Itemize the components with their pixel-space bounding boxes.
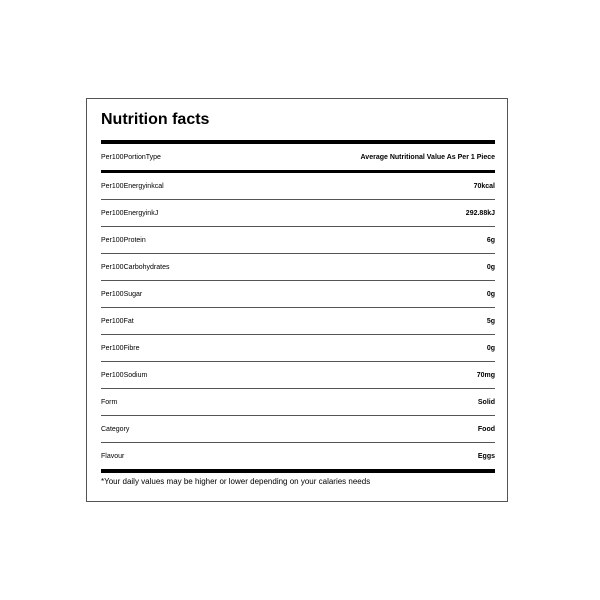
table-row <box>101 443 495 470</box>
row-label: Flavour <box>101 453 125 460</box>
row-label: Category <box>101 425 130 433</box>
table-row <box>101 173 495 200</box>
row-value: 5g <box>486 317 495 325</box>
row-label: Per100Energyinkcal <box>101 182 164 190</box>
row-label: Per100Protein <box>101 236 146 244</box>
row-label: Per100Fat <box>101 317 134 325</box>
table-row <box>101 335 495 362</box>
table-header-row <box>101 144 495 173</box>
table-row <box>101 308 495 335</box>
row-label: Per100Carbohydrates <box>101 263 170 271</box>
row-value: Food <box>477 425 495 433</box>
table-row <box>101 200 495 227</box>
table-row <box>101 281 495 308</box>
row-value: Eggs <box>477 453 495 460</box>
row-label: Per100Fibre <box>101 344 140 352</box>
nutrition-facts-panel <box>86 98 508 502</box>
row-value: 6g <box>486 236 495 244</box>
row-value: Solid <box>477 398 495 406</box>
row-value: 70mg <box>476 371 495 379</box>
row-value: 0g <box>486 344 495 352</box>
footnote: *Your daily values may be higher or lower depending on your calaries needs <box>101 477 371 486</box>
table-row <box>101 227 495 254</box>
table-bottom-divider <box>101 469 495 473</box>
row-value: 0g <box>486 290 495 298</box>
row-label: Form <box>101 398 118 406</box>
row-value: 70kcal <box>473 182 495 190</box>
row-value: 0g <box>486 263 495 271</box>
table-row <box>101 362 495 389</box>
table-row <box>101 416 495 443</box>
panel-title: Nutrition facts <box>101 111 210 128</box>
nutrition-table <box>101 144 495 470</box>
row-label: Per100Sodium <box>101 371 148 379</box>
row-label: Per100Sugar <box>101 290 143 298</box>
header-label: Per100PortionType <box>101 153 161 161</box>
table-row <box>101 254 495 281</box>
row-label: Per100EnergyinkJ <box>101 209 159 217</box>
row-value: 292.88kJ <box>465 209 495 217</box>
table-row <box>101 389 495 416</box>
header-value: Average Nutritional Value As Per 1 Piece <box>360 153 495 161</box>
